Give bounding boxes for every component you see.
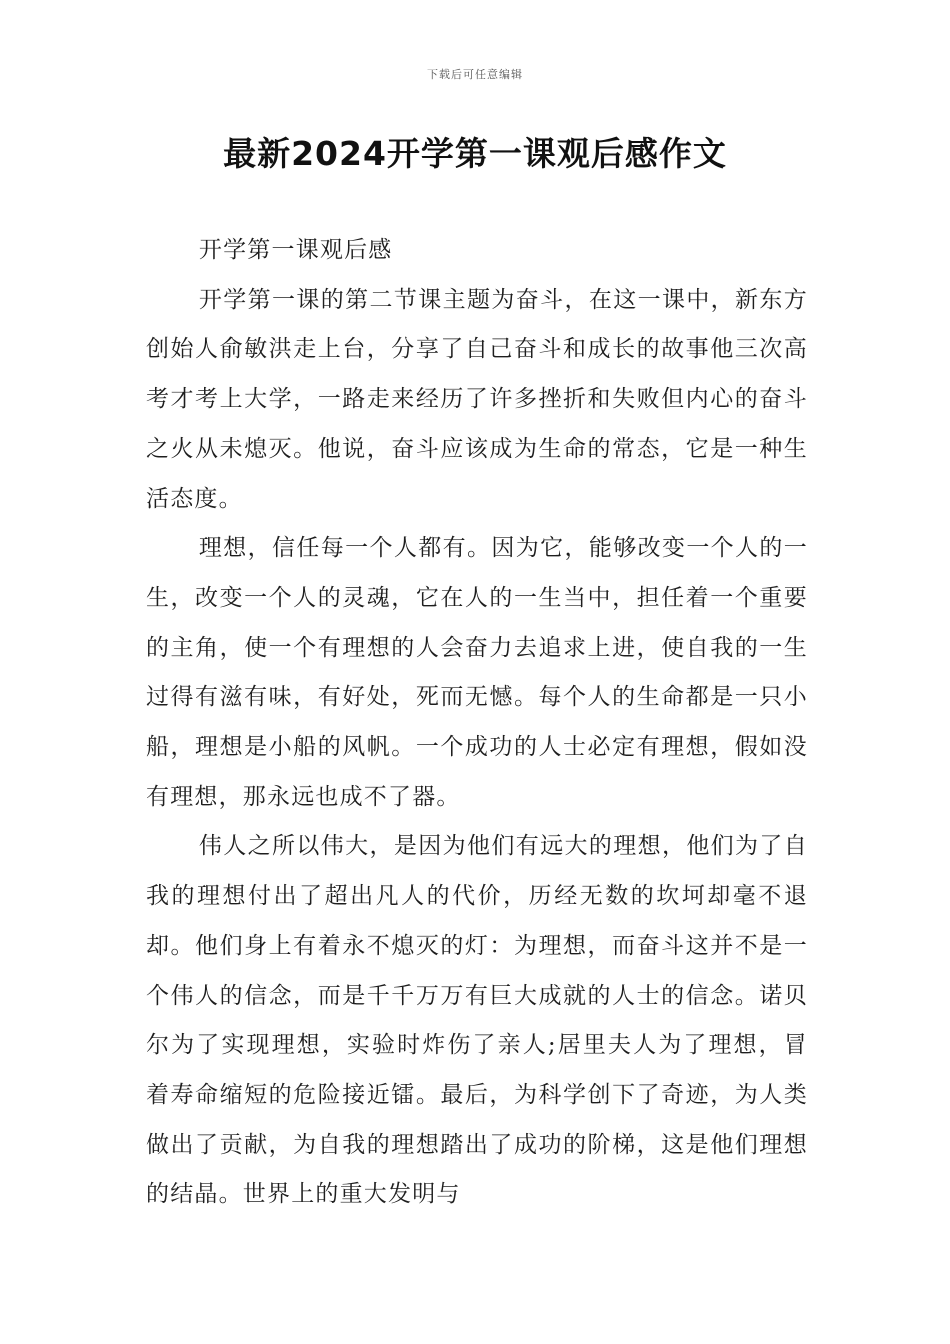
paragraph-3: 伟人之所以伟大，是因为他们有远大的理想，他们为了自我的理想付出了超出凡人的代价，历经无数的坎坷却毫不退却。他们身上有着永不熄灭的灯：为理想，而奋斗这并不是一个伟人的信念，而是千千万万有巨大成就的人士的信念。诺贝尔为了实现理想，实验时炸伤了亲人;居里夫人为了理想，冒着寿命缩短的危险接近镭。最后，为科学创下了奇迹，为人类做出了贡献，为自我的理想踏出了成功的阶梯，这是他们理想的结晶。世界上的重大发明与 [146, 833, 808, 1208]
paragraph-1: 开学第一课的第二节课主题为奋斗，在这一课中，新东方创始人俞敏洪走上台，分享了自己奋斗和成长的故事他三次高考才考上大学，一路走来经历了许多挫折和失败但内心的奋斗之火从未熄灭。他说，奋斗应该成为生命的常态，它是一种生活态度。 [146, 286, 808, 512]
header-note: 下载后可任意编辑 [427, 68, 523, 81]
paragraph-2: 理想，信任每一个人都有。因为它，能够改变一个人的一生，改变一个人的灵魂，它在人的一生当中，担任着一个重要的主角，使一个有理想的人会奋力去追求上进，使自我的一生过得有滋有味，有好处，死而无憾。每个人的生命都是一只小船，理想是小船的风帆。一个成功的人士必定有理想，假如没有理想，那永远也成不了器。 [146, 535, 808, 810]
essay-subtitle: 开学第一课观后感 [198, 237, 393, 263]
document-body [146, 226, 808, 1220]
document-title: 最新2024开学第一课观后感作文 [223, 134, 727, 173]
